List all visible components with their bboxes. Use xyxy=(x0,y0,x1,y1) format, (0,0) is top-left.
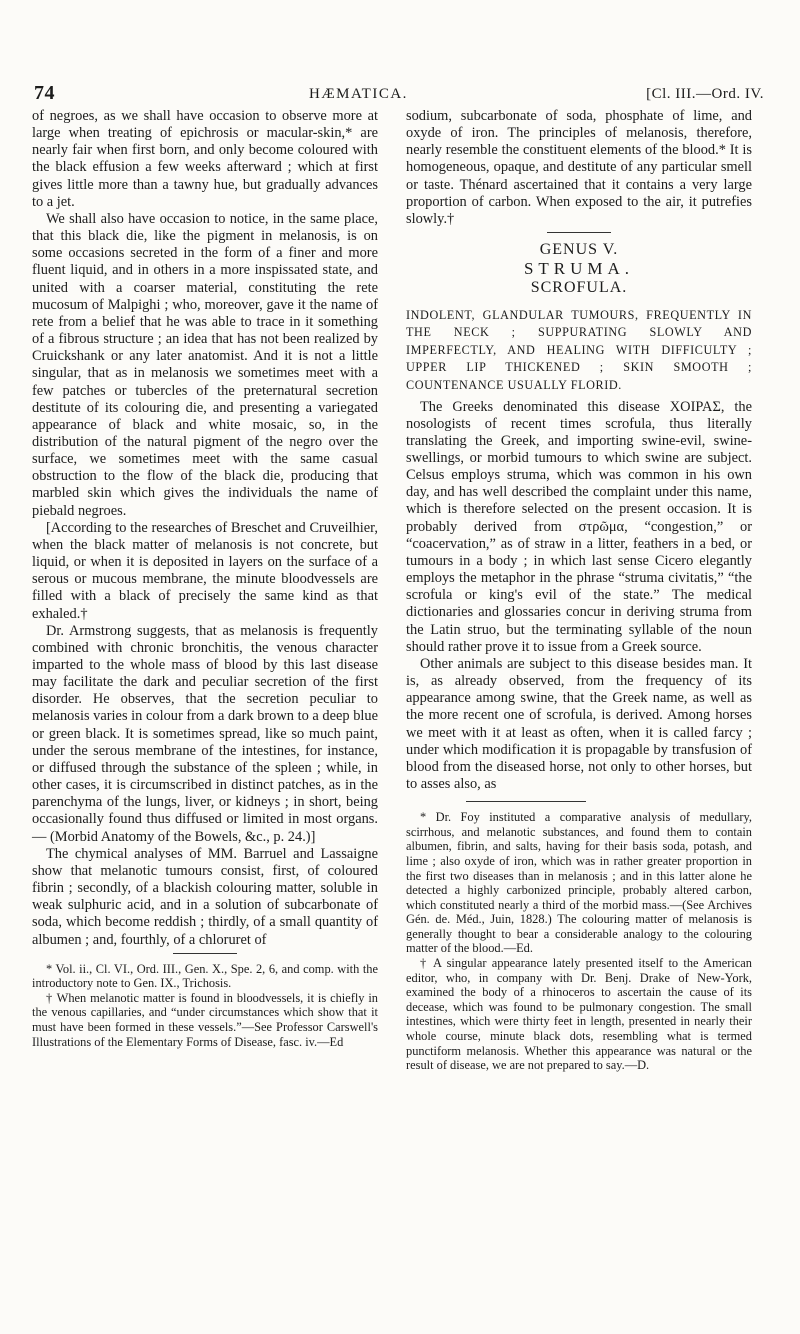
footnotes xyxy=(406,810,752,1073)
page-number: 74 xyxy=(34,82,55,104)
paragraph: Other animals are subject to this disease besides man. It is, as already observed, from the frequency of its appearance among swine, that the Greek name, as well as the more recent one of scrofula, is derived. Among horses we meet with it at least as often, when it is called farcy ; under which modification it is propagable by transfusion of blood from the diseased horse, not only to other horses, but to asses also, as xyxy=(406,655,752,792)
footnote-divider xyxy=(466,801,586,802)
footnote-divider xyxy=(173,953,237,954)
footnote: † When melanotic matter is found in bloodvessels, it is chiefly in the venous capillaries, and “under circumstances which show that it must have been formed in these vessels.”—See Professor Carswell's Illustrations of the Elementary Forms of Disease, fasc. iv.—Ed xyxy=(32,990,378,1049)
footnote: * Vol. ii., Cl. VI., Ord. III., Gen. X., Spe. 2, 6, and comp. with the introductory note to Gen. IX., Trichosis. xyxy=(32,961,378,991)
paragraph: of negroes, as we shall have occasion to observe more at large when treating of epichrosis or macular-skin,* are nearly fair when first born, and only become coloured with the black effusion a few weeks afterward ; which at first gives little more than a tawny hue, but gradually advances to a jet. xyxy=(32,108,378,210)
footnotes xyxy=(32,962,378,1050)
footnote: * Dr. Foy instituted a comparative analysis of medullary, scirrhous, and melanotic substances, and found them to contain albumen, fibrin, and salts, having for their basis soda, potash, and lime ; also oxyde of iron, which was in rather greater proportion in the first two diseases than in melanosis ; and in this latter alone he detected a highly carbonized principle, probably altered carbon, which constituted nearly a third of the morbid mass.—(See Archives Gén. de. Méd., Juin, 1828.) The colouring matter of melanosis is generally thought to bear a considerable analogy to the colouring matter of the blood.—Ed. xyxy=(406,810,752,956)
paragraph: sodium, subcarbonate of soda, phosphate of lime, and oxyde of iron. The principles of melanosis, therefore, nearly resemble the constituent elements of the blood.* It is homogeneous, opaque, and destitute of any particular smell or taste. Thénard ascertained that it contains a very large proportion of carbon. When exposed to the air, it putrefies slowly.† xyxy=(406,108,752,227)
running-title: HÆMATICA. xyxy=(309,86,408,102)
paragraph: [According to the researches of Breschet and Cruveilhier, when the black matter of melanosis is not concrete, but liquid, or when it is deposited in layers on the surface of a serous or mucous membrane, the minute bloodvessels are filled with a black of precisely the same kind as that exhaled.† xyxy=(32,519,378,622)
paragraph: The Greeks denominated this disease ΧΟΙΡΑΣ, the nosologists of recent times scrofula, thus literally translating the Greek, and importing swine-evil, swine-swellings, or morbid tumours to which swine are subject. Celsus employs struma, which was common in his own day, and has well described the complaint under this name, which is therefore selected on the present occasion. It is probably derived from στρῶμα, “congestion,” or “coacervation,” as of straw in a litter, feathers in a bed, or tumours in a body ; in which last sense Cicero elegantly employs the metaphor in the phrase “struma civitatis,” “the scrofula or king's evil of the state.” The medical dictionaries and glossaries concur in deriving struma from the Latin struo, but the terminating syllable of the noun should rather prove it to issue from a Greek source. xyxy=(406,398,752,655)
genus-english-name: SCROFULA. xyxy=(530,279,628,297)
genus-label: GENUS V. xyxy=(539,241,619,259)
right-column xyxy=(406,108,752,1073)
paragraph: We shall also have occasion to notice, in the same place, that this black die, like the pigment in melanosis, is on some occasions secreted in the form of a finer and more fluent liquid, and in others in a more inspissated state, and united with a coarser material, constituting the rete mucosum of Malpighi ; who, moreover, gave it the name of rete from a belief that he was able to trace in it something of a fibrous structure ; an idea that has not been realized by Cruickshank or any later anatomist. And it is not a little singular, that as in melanosis we sometimes meet with a few patches or tubercles of the preternatural secretion destitute of its colouring die, and presenting a variegated appearance of black and white mosaic, so, in the distribution of the natural pigment of the negro over the surface, we sometimes meet with the same casual obstruction to the flow of the black die, producing that marbled skin which gives the individuals the name of piebald negroes. xyxy=(32,210,378,519)
genus-name: STRUMA. xyxy=(523,259,635,279)
paragraph: Dr. Armstrong suggests, that as melanosis is frequently combined with chronic bronchitis, the venous character imparted to the whole mass of blood by this last disease may facilitate the dark and peculiar secretion of the first disorder. He observes, that the secretion peculiar to melanosis varies in colour from a dark brown to a deep blue or green black. It is sometimes spread, like so much paint, under the serous membrane of the intestines, for instance, or diffused through the substance of the spleen ; while, in other cases, it is circumscribed in distinct patches, as in the parenchyma of the lungs, liver, or kidneys ; in short, being occasionally found thus diffused or limited in most organs.— (Morbid Anatomy of the Bowels, &c., p. 24.)] xyxy=(32,622,378,845)
genus-definition: INDOLENT, GLANDULAR TUMOURS, FREQUENTLY IN THE NECK ; SUPPURATING SLOWLY AND IMPERFECTLY, AND HEALING WITH DIFFICULTY ; UPPER LIP THICKENED ; SKIN SMOOTH ; COUNTENANCE USUALLY FLORID. xyxy=(406,307,752,392)
paragraph: The chymical analyses of MM. Barruel and Lassaigne show that melanotic tumours consist, first, of coloured fibrin ; secondly, of a blackish colouring matter, soluble in weak sulphuric acid, and in a solution of subcarbonate of soda, which become reddish ; thirdly, of a small quantity of albumen ; and, fourthly, of a chloruret of xyxy=(32,845,378,948)
footnote: † A singular appearance lately presented itself to the American editor, who, in company with Dr. Benj. Drake of New-York, examined the body of a rhinoceros to ascertain the cause of its decease, which was found to be pulmonary congestion. The small intestines, which were thirty feet in length, presented in nearly their whole course, minute black dots, resembling what is termed punctiform melanosis. Whether this appearance was natural or the result of disease, we are not prepared to say.—D. xyxy=(406,956,752,1073)
classification-label: [Cl. III.—Ord. IV. xyxy=(646,86,764,102)
left-column xyxy=(32,108,378,1049)
running-head xyxy=(34,82,764,108)
section-divider xyxy=(547,232,611,233)
